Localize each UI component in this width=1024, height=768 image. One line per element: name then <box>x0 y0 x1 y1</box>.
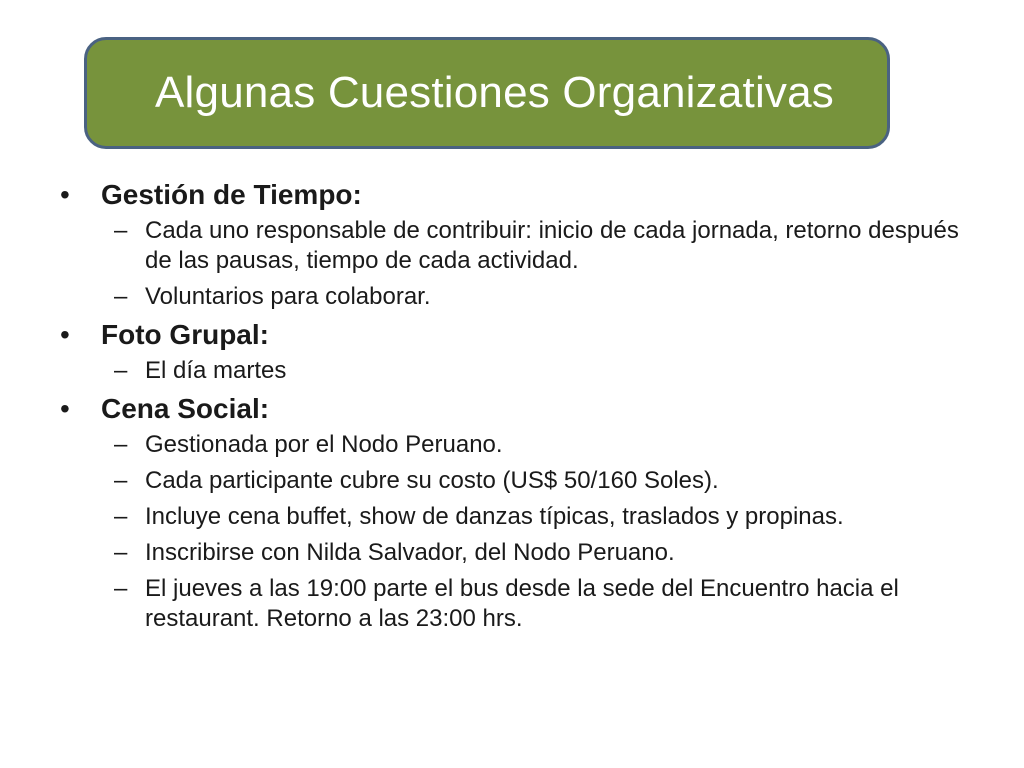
sub-bullet <box>60 502 960 532</box>
sub-bullet <box>60 430 960 460</box>
slide-body <box>60 178 960 640</box>
section-foto-grupal <box>60 318 960 386</box>
sub-bullet <box>60 356 960 386</box>
sub-bullet-text: Cada participante cubre su costo (US$ 50/160 Soles). <box>145 467 719 494</box>
sub-bullet <box>60 282 960 312</box>
sub-bullet-text: Gestionada por el Nodo Peruano. <box>145 431 503 458</box>
bullet-dot-icon: • <box>60 179 70 210</box>
bullet-heading <box>60 392 960 426</box>
sub-bullet-text: El jueves a las 19:00 parte el bus desde la sede del Encuentro hacia el restaurant. Retorno a las 23:00 hrs. <box>145 575 899 632</box>
dash-icon: – <box>114 575 128 602</box>
section-cena-social <box>60 392 960 634</box>
dash-icon: – <box>114 539 128 566</box>
dash-icon: – <box>114 467 128 494</box>
bullet-dot-icon: • <box>60 393 70 424</box>
sub-bullet <box>60 216 960 276</box>
dash-icon: – <box>114 283 128 310</box>
sub-bullet-text: Incluye cena buffet, show de danzas típicas, traslados y propinas. <box>145 503 844 530</box>
heading-text: Foto Grupal: <box>101 319 269 350</box>
sub-bullet-text: El día martes <box>145 357 287 384</box>
sub-bullet-text: Voluntarios para colaborar. <box>145 283 431 310</box>
bullet-heading <box>60 178 960 212</box>
dash-icon: – <box>114 217 128 244</box>
sub-bullet-text: Inscribirse con Nilda Salvador, del Nodo Peruano. <box>145 539 675 566</box>
bullet-dot-icon: • <box>60 319 70 350</box>
sub-bullet-text: Cada uno responsable de contribuir: inicio de cada jornada, retorno después de las pausas, tiempo de cada actividad. <box>145 217 959 274</box>
slide-title-box <box>84 37 890 149</box>
slide-title: Algunas Cuestiones Organizativas <box>155 68 834 117</box>
heading-text: Gestión de Tiempo: <box>101 179 362 210</box>
dash-icon: – <box>114 357 128 384</box>
sub-bullet <box>60 466 960 496</box>
dash-icon: – <box>114 503 128 530</box>
section-gestion-tiempo <box>60 178 960 312</box>
sub-bullet <box>60 574 960 634</box>
bullet-heading <box>60 318 960 352</box>
dash-icon: – <box>114 431 128 458</box>
heading-text: Cena Social: <box>101 393 270 424</box>
sub-bullet <box>60 538 960 568</box>
